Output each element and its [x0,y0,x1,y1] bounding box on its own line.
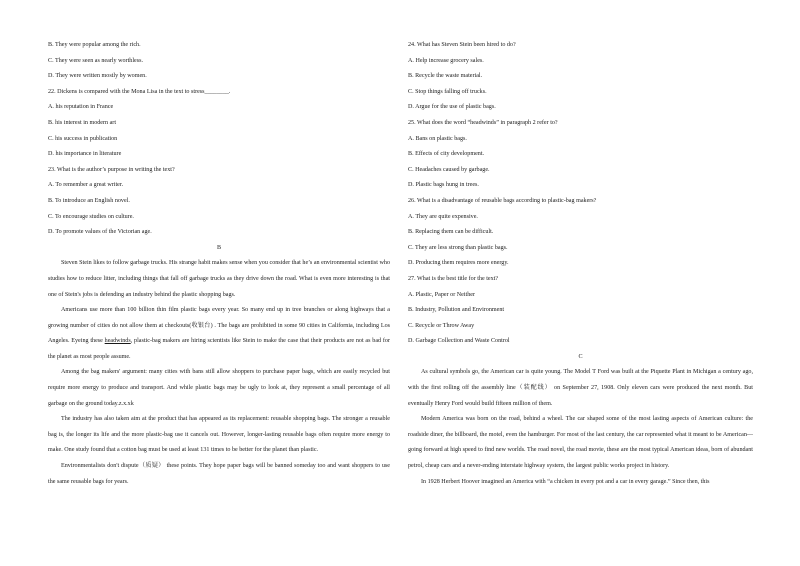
q23-question: 23. What is the author’s purpose in writing the text? [48,166,175,173]
passage-c [408,365,753,490]
passage-c-heading: C [578,353,583,360]
q25-option-a: A. Bans on plastic bags. [408,135,467,142]
q26-option-c: C. They are less strong than plastic bags. [408,244,508,251]
q24-option-d: D. Argue for the use of plastic bags. [408,104,496,111]
q22-question: 22. Dickens is compared with the Mona Lisa in the text to stress________. [48,88,231,95]
q25-option-d: D. Plastic bags hung in trees. [408,182,479,189]
q27-option-c: C. Recycle or Throw Away [408,322,475,329]
q25-question: 25. What does the word “headwinds” in paragraph 2 refer to? [408,119,558,126]
passage-b-paragraph-5: Environmentalists don't dispute（质疑） these points. They hope paper bags will be banned someday too and want shoppers to use the same reusable bags for years. [48,463,390,485]
q27-option-a: A. Plastic, Paper or Neither [408,291,476,298]
passage-c-paragraph-3: In 1928 Herbert Hoover imagined an America with “a chicken in every pot and a car in every garage.” Since then, this [421,478,710,485]
paragraph-2-text-end: , plastic-bag makers are hiring scientists like Stein to make the case that their products are not as bad for the planet as most people assume. [48,338,390,360]
passage-b [48,256,390,490]
passage-b-paragraph-4: The industry has also taken aim at the product that has appeared as its replacement: reusable shopping bags. The stronger a reusable bag is, the longer its life and the more plastic-bag use it cancels out. However, longer-lasting reusable bags often require more energy to make. One study found that a cotton bag must be used at least 131 times to be better for the planet than plastic. [48,416,390,454]
q25-option-c: C. Headaches caused by garbage. [408,166,490,173]
q22-option-b: B. his interest in modern art [48,119,117,126]
q26-option-d: D. Producing them requires more energy. [408,260,509,267]
passage-b-paragraph-2 [48,303,390,365]
passage-b-heading: B [216,244,222,251]
q23-option-c: C. To encourage studies on culture. [48,213,134,220]
q21-option-c: C. They were seen as nearly worthless. [48,57,143,64]
q27-option-b: B. Industry, Pollution and Environment [408,307,505,314]
q21-option-b: B. They were popular among the rich. [48,42,141,48]
q27-question: 27. What is the best title for the text? [408,275,499,282]
q22-option-d: D. his importance in literature [48,151,122,158]
q23-option-d: D. To promote values of the Victorian age. [48,229,152,236]
q25-option-b: B. Effects of city development. [408,151,485,158]
q24-option-c: C. Stop things falling off trucks. [408,88,487,95]
q26-option-b: B. Replacing them can be difficult. [408,229,494,236]
passage-c-paragraph-2: Modern America was born on the road, behind a wheel. The car shaped some of the most lasting aspects of American culture: the roadside diner, the billboard, the motel, even the hamburger. For most of the last century, the car represented what it meant to be American—going forward at high speed to find new worlds. The road novel, the road movie, these are the most typical American ideas, born of abundant petrol, cheap cars and a never-ending interstate highway system, the largest public works project in history. [408,416,753,470]
q22-option-c: C. his success in publication [48,135,118,142]
paragraph-2-text-start: Americans use more than 100 billion thin film plastic bags every year. So many end up in tree branches or along highways that a growing number of cities do not allow them at checkouts(收银台) . The bags are prohibited in some 90 cities in California, including Los Angeles. Eyeing these [48,307,390,345]
q21-option-d: D. They were written mostly by women. [48,73,147,80]
passage-c-paragraph-1: As cultural symbols go, the American car is quite young. The Model T Ford was built at the Piquette Plant in Michigan a century ago, with the first rolling off the assembly line（装配线） on September 27, 1908. Only eleven cars were produced the next month. But eventually Henry Ford would build fifteen million of them. [408,369,753,407]
headwinds-underlined-word: headwinds [104,338,131,345]
passage-b-paragraph-3: Among the bag makers' argument: many cities with bans still allow shoppers to purchase paper bags, which are easily recycled but require more energy to produce and transport. And while plastic bags may be ugly to look at, they represent a small percentage of all garbage on the ground today.z.x.xk [48,369,390,407]
q23-option-a: A. To remember a great writer. [48,182,124,189]
q27-option-d: D. Garbage Collection and Waste Control [408,338,510,345]
q23-option-b: B. To introduce an English novel. [48,197,130,204]
q24-option-a: A. Help increase grocery sales. [408,57,484,64]
q26-question: 26. What is a disadvantage of reusable bags according to plastic-bag makers? [408,197,597,204]
q24-question: 24. What has Steven Stein been hired to do? [408,42,516,48]
q26-option-a: A. They are quite expensive. [408,213,478,220]
q22-option-a: A. his reputation in France [48,104,114,111]
left-column [48,38,390,490]
passage-b-paragraph-1: Steven Stein likes to follow garbage trucks. His strange habit makes sense when you consider that he’s an environmental scientist who studies how to reduce litter, including things that fall off garbage trucks as they drive down the road. What is even more interesting is that one of Stein's jobs is defending an industry behind the plastic shopping bags. [48,260,390,298]
right-column [408,38,753,490]
q24-option-b: B. Recycle the waste material. [408,73,483,80]
